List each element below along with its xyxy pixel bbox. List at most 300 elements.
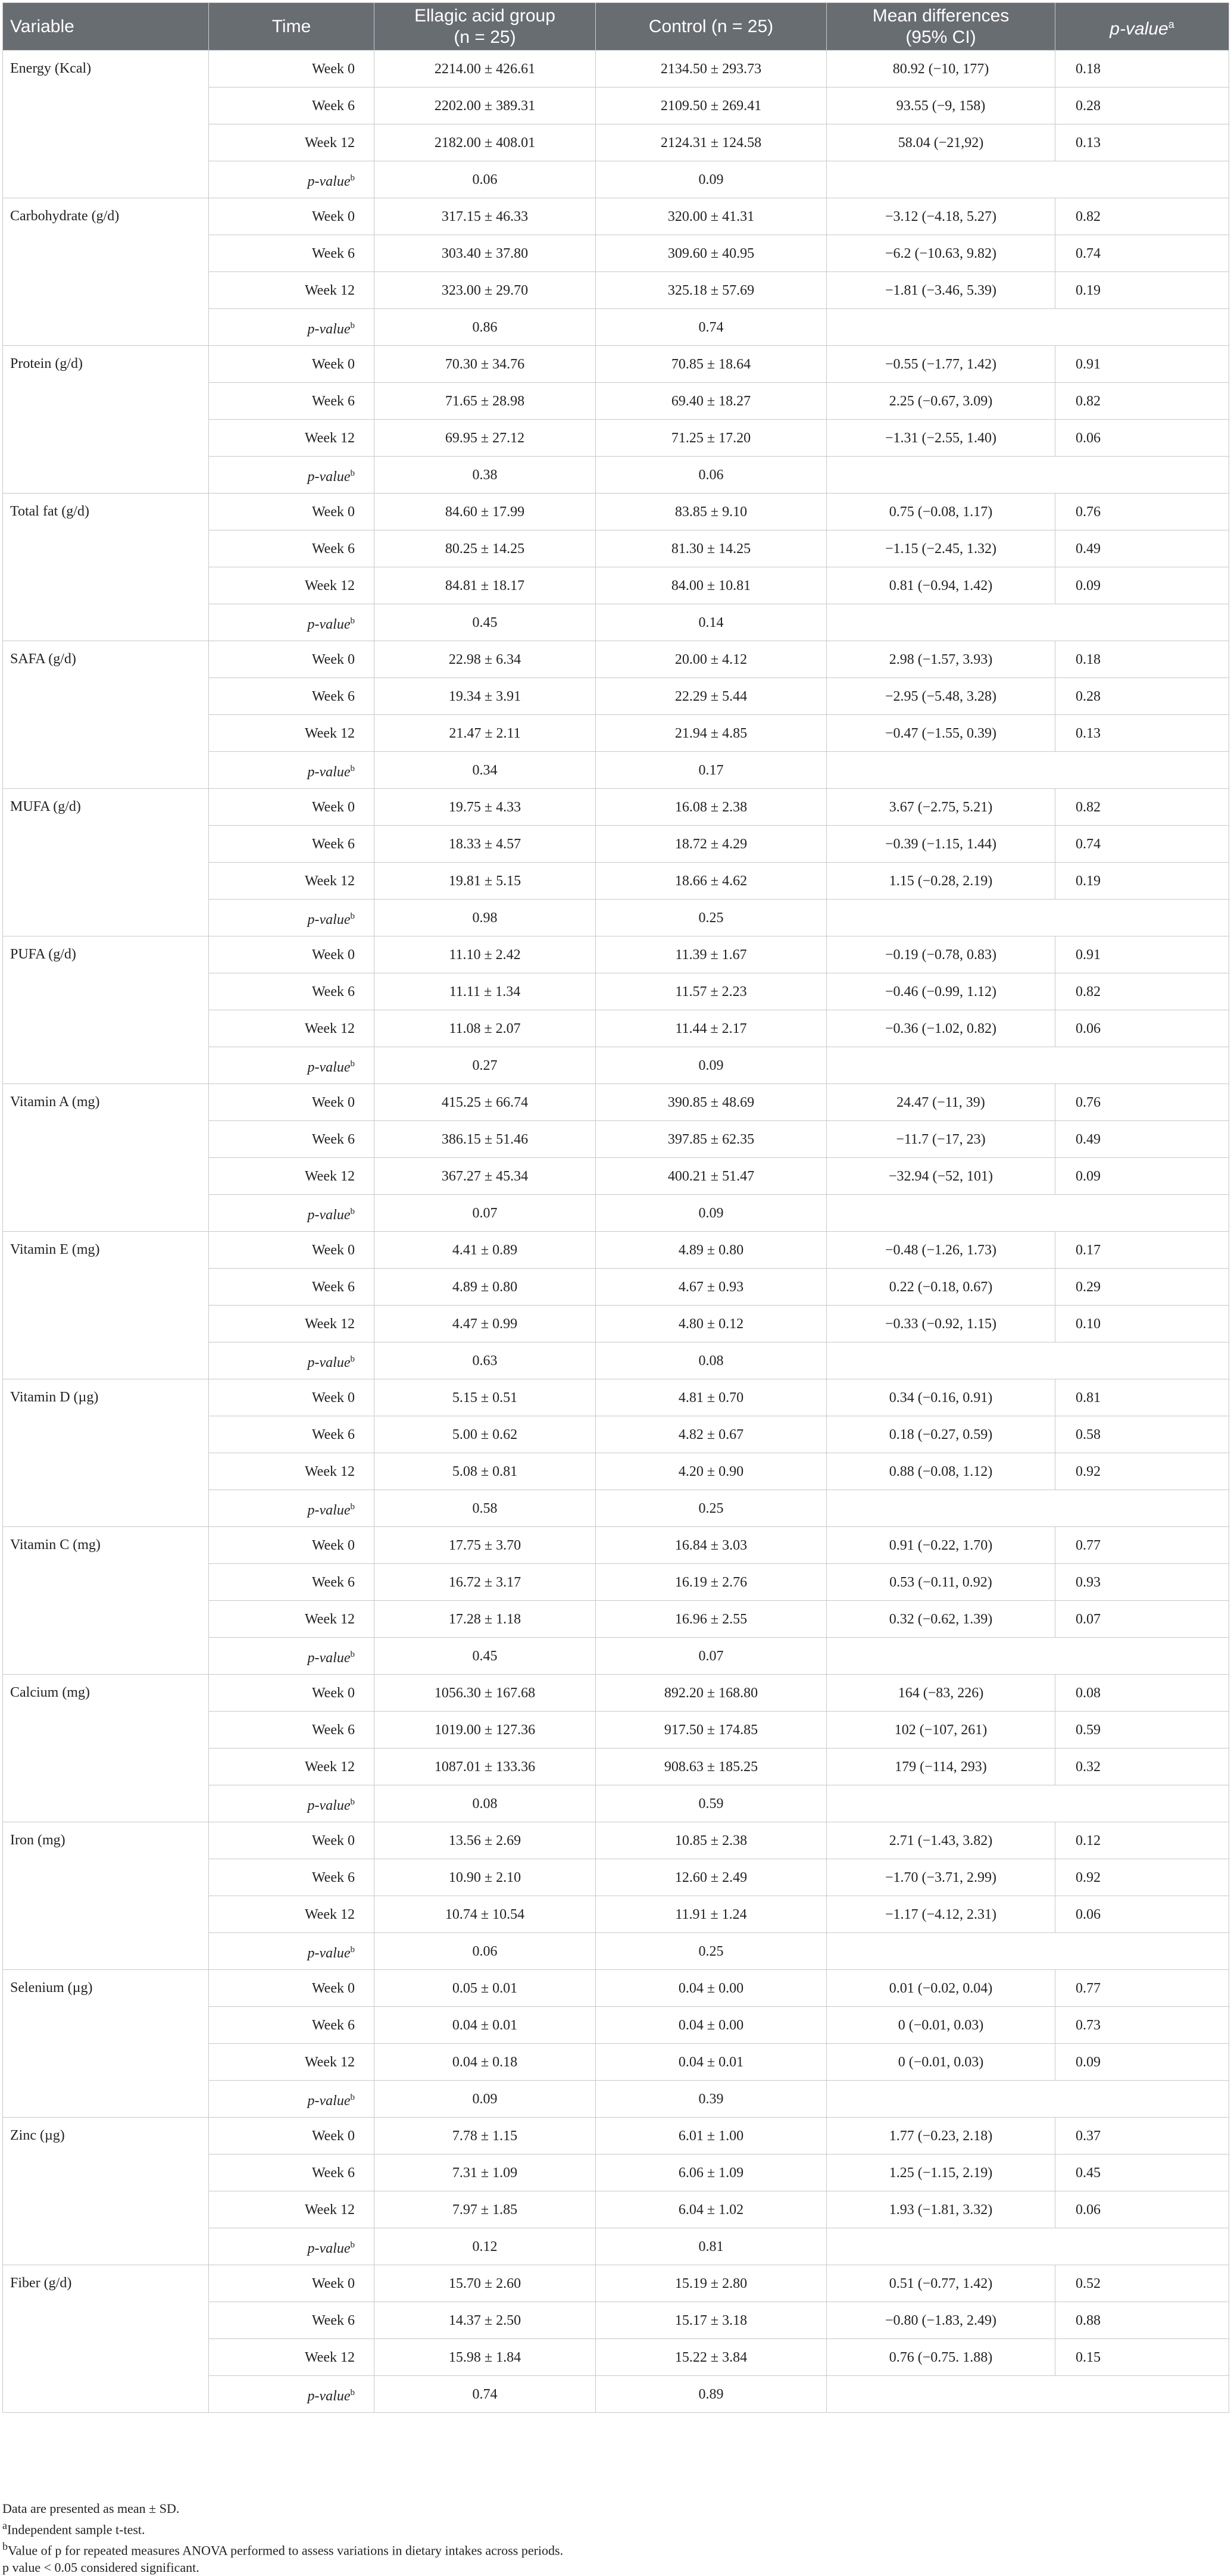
- time-cell: Week 12: [209, 1896, 374, 1933]
- mean-diff-cell: −0.39 (−1.15, 1.44): [827, 826, 1055, 863]
- header-ellagic-n: (n = 25): [454, 27, 516, 47]
- ellagic-cell: 4.89 ± 0.80: [374, 1269, 596, 1306]
- empty-cell: [827, 1638, 1229, 1675]
- ellagic-pvalue-cell: 0.63: [374, 1342, 596, 1379]
- p-value-cell: 0.92: [1055, 1453, 1229, 1490]
- p-value-cell: 0.77: [1055, 1970, 1229, 2007]
- p-value-cell: 0.06: [1055, 1010, 1229, 1047]
- time-pvalue-sup: b: [350, 1354, 355, 1364]
- variable-cell: Total fat (g/d): [3, 494, 209, 641]
- p-value-cell: 0.19: [1055, 272, 1229, 309]
- mean-diff-cell: 1.15 (−0.28, 2.19): [827, 863, 1055, 900]
- empty-cell: [827, 457, 1229, 494]
- p-value-cell: 0.09: [1055, 1158, 1229, 1195]
- control-cell: 6.04 ± 1.02: [596, 2191, 827, 2228]
- table-row: [3, 2265, 1229, 2302]
- ellagic-cell: 2182.00 ± 408.01: [374, 124, 596, 161]
- time-pvalue-label: p-value: [307, 2388, 351, 2404]
- p-value-cell: 0.13: [1055, 715, 1229, 752]
- control-cell: 18.66 ± 4.62: [596, 863, 827, 900]
- variable-cell: Iron (mg): [3, 1822, 209, 1970]
- p-value-cell: 0.91: [1055, 346, 1229, 383]
- control-pvalue-cell: 0.89: [596, 2376, 827, 2413]
- p-value-cell: 0.82: [1055, 198, 1229, 235]
- time-pvalue-label: p-value: [307, 1797, 351, 1813]
- empty-cell: [827, 1047, 1229, 1084]
- mean-diff-cell: −0.48 (−1.26, 1.73): [827, 1232, 1055, 1269]
- p-value-cell: 0.07: [1055, 1601, 1229, 1638]
- p-value-cell: 0.13: [1055, 124, 1229, 161]
- control-pvalue-cell: 0.59: [596, 1785, 827, 1822]
- time-cell: Week 6: [209, 383, 374, 420]
- table-row: [3, 1970, 1229, 2007]
- ellagic-pvalue-cell: 0.34: [374, 752, 596, 789]
- time-cell: Week 0: [209, 1675, 374, 1712]
- mean-diff-cell: 164 (−83, 226): [827, 1675, 1055, 1712]
- ellagic-pvalue-cell: 0.38: [374, 457, 596, 494]
- time-cell: Week 6: [209, 678, 374, 715]
- mean-diff-cell: −0.36 (−1.02, 0.82): [827, 1010, 1055, 1047]
- ellagic-cell: 69.95 ± 27.12: [374, 420, 596, 457]
- time-cell: Week 12: [209, 1748, 374, 1785]
- mean-diff-cell: 2.71 (−1.43, 3.82): [827, 1822, 1055, 1859]
- p-value-cell: 0.74: [1055, 235, 1229, 272]
- control-cell: 0.04 ± 0.00: [596, 2007, 827, 2044]
- p-value-cell: 0.82: [1055, 383, 1229, 420]
- p-value-cell: 0.58: [1055, 1416, 1229, 1453]
- time-pvalue-label: p-value: [307, 616, 351, 632]
- mean-diff-cell: −0.19 (−0.78, 0.83): [827, 936, 1055, 973]
- empty-cell: [827, 2228, 1229, 2265]
- time-pvalue-label: p-value: [307, 469, 351, 485]
- footnote-3: [2, 2538, 1229, 2559]
- time-pvalue-sup: b: [350, 1206, 355, 1216]
- time-cell: Week 0: [209, 789, 374, 826]
- p-value-cell: 0.06: [1055, 2191, 1229, 2228]
- ellagic-pvalue-cell: 0.07: [374, 1195, 596, 1232]
- ellagic-cell: 1056.30 ± 167.68: [374, 1675, 596, 1712]
- header-p-value: [1055, 3, 1229, 51]
- time-pvalue-sup: b: [350, 1797, 355, 1807]
- control-cell: 12.60 ± 2.49: [596, 1859, 827, 1896]
- variable-cell: MUFA (g/d): [3, 789, 209, 936]
- p-value-cell: 0.93: [1055, 1564, 1229, 1601]
- p-value-cell: 0.92: [1055, 1859, 1229, 1896]
- ellagic-cell: 19.34 ± 3.91: [374, 678, 596, 715]
- empty-cell: [827, 1342, 1229, 1379]
- empty-cell: [827, 752, 1229, 789]
- time-cell: [209, 457, 374, 494]
- empty-cell: [827, 2376, 1229, 2413]
- time-cell: Week 6: [209, 1712, 374, 1748]
- ellagic-cell: 80.25 ± 14.25: [374, 530, 596, 567]
- time-pvalue-sup: b: [350, 173, 355, 183]
- variable-cell: Vitamin E (mg): [3, 1232, 209, 1379]
- ellagic-cell: 323.00 ± 29.70: [374, 272, 596, 309]
- time-cell: Week 6: [209, 235, 374, 272]
- empty-cell: [827, 1933, 1229, 1970]
- p-value-cell: 0.49: [1055, 530, 1229, 567]
- time-pvalue-sup: b: [350, 911, 355, 921]
- control-pvalue-cell: 0.06: [596, 457, 827, 494]
- time-cell: Week 0: [209, 51, 374, 88]
- time-cell: Week 12: [209, 1158, 374, 1195]
- mean-diff-cell: 3.67 (−2.75, 5.21): [827, 789, 1055, 826]
- time-cell: [209, 752, 374, 789]
- control-cell: 892.20 ± 168.80: [596, 1675, 827, 1712]
- table-body: [3, 51, 1229, 2413]
- ellagic-pvalue-cell: 0.86: [374, 309, 596, 346]
- control-cell: 908.63 ± 185.25: [596, 1748, 827, 1785]
- ellagic-cell: 84.60 ± 17.99: [374, 494, 596, 530]
- control-cell: 4.80 ± 0.12: [596, 1306, 827, 1342]
- mean-diff-cell: 1.93 (−1.81, 3.32): [827, 2191, 1055, 2228]
- ellagic-cell: 0.04 ± 0.18: [374, 2044, 596, 2081]
- time-cell: Week 0: [209, 346, 374, 383]
- p-value-cell: 0.81: [1055, 1379, 1229, 1416]
- control-pvalue-cell: 0.07: [596, 1638, 827, 1675]
- control-pvalue-cell: 0.09: [596, 1195, 827, 1232]
- time-cell: [209, 1933, 374, 1970]
- empty-cell: [827, 161, 1229, 198]
- time-cell: Week 0: [209, 1527, 374, 1564]
- ellagic-cell: 10.90 ± 2.10: [374, 1859, 596, 1896]
- time-cell: Week 6: [209, 973, 374, 1010]
- p-value-cell: 0.77: [1055, 1527, 1229, 1564]
- empty-cell: [827, 1195, 1229, 1232]
- time-cell: [209, 1342, 374, 1379]
- control-cell: 83.85 ± 9.10: [596, 494, 827, 530]
- table-footnotes: [2, 2500, 1229, 2576]
- time-cell: Week 12: [209, 272, 374, 309]
- mean-diff-cell: 0.34 (−0.16, 0.91): [827, 1379, 1055, 1416]
- time-pvalue-sup: b: [350, 1058, 355, 1069]
- time-pvalue-sup: b: [350, 1501, 355, 1512]
- control-cell: 10.85 ± 2.38: [596, 1822, 827, 1859]
- mean-diff-cell: −0.46 (−0.99, 1.12): [827, 973, 1055, 1010]
- table-row: [3, 1232, 1229, 1269]
- ellagic-cell: 2202.00 ± 389.31: [374, 88, 596, 124]
- time-pvalue-label: p-value: [307, 2093, 351, 2109]
- mean-diff-cell: −0.55 (−1.77, 1.42): [827, 346, 1055, 383]
- p-value-cell: 0.76: [1055, 1084, 1229, 1121]
- mean-diff-cell: −1.17 (−4.12, 2.31): [827, 1896, 1055, 1933]
- control-cell: 2134.50 ± 293.73: [596, 51, 827, 88]
- ellagic-cell: 15.98 ± 1.84: [374, 2339, 596, 2376]
- p-value-cell: 0.82: [1055, 789, 1229, 826]
- table-row: [3, 51, 1229, 88]
- table-row: [3, 1675, 1229, 1712]
- control-cell: 325.18 ± 57.69: [596, 272, 827, 309]
- p-value-cell: 0.37: [1055, 2118, 1229, 2155]
- mean-diff-cell: 80.92 (−10, 177): [827, 51, 1055, 88]
- table-row: [3, 641, 1229, 678]
- header-mean-differences: [827, 3, 1055, 51]
- ellagic-pvalue-cell: 0.98: [374, 900, 596, 936]
- time-cell: Week 6: [209, 88, 374, 124]
- variable-cell: PUFA (g/d): [3, 936, 209, 1084]
- time-pvalue-sup: b: [350, 763, 355, 773]
- time-cell: Week 6: [209, 1859, 374, 1896]
- time-pvalue-label: p-value: [307, 2240, 351, 2256]
- table-row: [3, 936, 1229, 973]
- mean-diff-cell: 1.25 (−1.15, 2.19): [827, 2155, 1055, 2191]
- control-cell: 70.85 ± 18.64: [596, 346, 827, 383]
- ellagic-cell: 13.56 ± 2.69: [374, 1822, 596, 1859]
- footnote-3-sup: b: [2, 2540, 8, 2553]
- header-p-value-sup: a: [1168, 18, 1174, 30]
- p-value-cell: 0.06: [1055, 420, 1229, 457]
- control-pvalue-cell: 0.17: [596, 752, 827, 789]
- time-pvalue-sup: b: [350, 2092, 355, 2102]
- header-ellagic-label: Ellagic acid group: [414, 5, 555, 26]
- control-cell: 16.96 ± 2.55: [596, 1601, 827, 1638]
- time-pvalue-sup: b: [350, 616, 355, 626]
- table-row: [3, 346, 1229, 383]
- empty-cell: [827, 900, 1229, 936]
- control-pvalue-cell: 0.09: [596, 161, 827, 198]
- control-pvalue-cell: 0.25: [596, 1490, 827, 1527]
- time-pvalue-label: p-value: [307, 1945, 351, 1961]
- time-cell: Week 0: [209, 2118, 374, 2155]
- empty-cell: [827, 604, 1229, 641]
- time-cell: Week 12: [209, 863, 374, 900]
- mean-diff-cell: −6.2 (−10.63, 9.82): [827, 235, 1055, 272]
- time-pvalue-label: p-value: [307, 1650, 351, 1666]
- time-cell: Week 12: [209, 1453, 374, 1490]
- mean-diff-cell: 102 (−107, 261): [827, 1712, 1055, 1748]
- mean-diff-cell: 2.25 (−0.67, 3.09): [827, 383, 1055, 420]
- ellagic-cell: 7.97 ± 1.85: [374, 2191, 596, 2228]
- time-cell: Week 6: [209, 1416, 374, 1453]
- variable-cell: Fiber (g/d): [3, 2265, 209, 2413]
- time-cell: Week 12: [209, 420, 374, 457]
- ellagic-cell: 7.31 ± 1.09: [374, 2155, 596, 2191]
- time-cell: Week 6: [209, 2155, 374, 2191]
- ellagic-cell: 17.28 ± 1.18: [374, 1601, 596, 1638]
- p-value-cell: 0.82: [1055, 973, 1229, 1010]
- time-pvalue-label: p-value: [307, 1207, 351, 1223]
- ellagic-pvalue-cell: 0.45: [374, 604, 596, 641]
- p-value-cell: 0.12: [1055, 1822, 1229, 1859]
- p-value-cell: 0.18: [1055, 51, 1229, 88]
- ellagic-cell: 5.00 ± 0.62: [374, 1416, 596, 1453]
- control-cell: 4.81 ± 0.70: [596, 1379, 827, 1416]
- p-value-cell: 0.91: [1055, 936, 1229, 973]
- control-cell: 15.17 ± 3.18: [596, 2302, 827, 2339]
- mean-diff-cell: 93.55 (−9, 158): [827, 88, 1055, 124]
- control-pvalue-cell: 0.14: [596, 604, 827, 641]
- control-cell: 917.50 ± 174.85: [596, 1712, 827, 1748]
- time-cell: Week 0: [209, 2265, 374, 2302]
- control-cell: 21.94 ± 4.85: [596, 715, 827, 752]
- variable-cell: Energy (Kcal): [3, 51, 209, 198]
- time-cell: Week 0: [209, 1970, 374, 2007]
- p-value-cell: 0.32: [1055, 1748, 1229, 1785]
- time-cell: [209, 1490, 374, 1527]
- header-control: Control (n = 25): [596, 3, 827, 51]
- ellagic-cell: 367.27 ± 45.34: [374, 1158, 596, 1195]
- ellagic-cell: 1019.00 ± 127.36: [374, 1712, 596, 1748]
- ellagic-cell: 17.75 ± 3.70: [374, 1527, 596, 1564]
- variable-cell: Protein (g/d): [3, 346, 209, 494]
- mean-diff-cell: 0 (−0.01, 0.03): [827, 2044, 1055, 2081]
- time-cell: Week 12: [209, 1601, 374, 1638]
- p-value-cell: 0.74: [1055, 826, 1229, 863]
- footnote-2-sup: a: [2, 2519, 7, 2531]
- footnote-2-text: Independent sample t-test.: [7, 2522, 145, 2537]
- ellagic-cell: 22.98 ± 6.34: [374, 641, 596, 678]
- time-cell: [209, 1195, 374, 1232]
- time-pvalue-sup: b: [350, 1944, 355, 1954]
- control-cell: 397.85 ± 62.35: [596, 1121, 827, 1158]
- variable-cell: Vitamin D (µg): [3, 1379, 209, 1527]
- time-cell: [209, 2376, 374, 2413]
- footnote-2: [2, 2517, 1229, 2538]
- time-cell: Week 0: [209, 1084, 374, 1121]
- ellagic-pvalue-cell: 0.74: [374, 2376, 596, 2413]
- time-cell: Week 12: [209, 1306, 374, 1342]
- ellagic-cell: 0.04 ± 0.01: [374, 2007, 596, 2044]
- table-row: [3, 1822, 1229, 1859]
- control-cell: 16.08 ± 2.38: [596, 789, 827, 826]
- time-pvalue-sup: b: [350, 1649, 355, 1659]
- table-row: [3, 198, 1229, 235]
- control-cell: 22.29 ± 5.44: [596, 678, 827, 715]
- time-cell: Week 6: [209, 530, 374, 567]
- control-cell: 84.00 ± 10.81: [596, 567, 827, 604]
- control-cell: 16.84 ± 3.03: [596, 1527, 827, 1564]
- p-value-cell: 0.45: [1055, 2155, 1229, 2191]
- time-cell: Week 0: [209, 1232, 374, 1269]
- mean-diff-cell: 0.51 (−0.77, 1.42): [827, 2265, 1055, 2302]
- ellagic-cell: 317.15 ± 46.33: [374, 198, 596, 235]
- variable-cell: Vitamin A (mg): [3, 1084, 209, 1232]
- ellagic-pvalue-cell: 0.27: [374, 1047, 596, 1084]
- control-cell: 15.19 ± 2.80: [596, 2265, 827, 2302]
- ellagic-cell: 16.72 ± 3.17: [374, 1564, 596, 1601]
- table-row: [3, 1527, 1229, 1564]
- time-cell: Week 12: [209, 2339, 374, 2376]
- empty-cell: [827, 2081, 1229, 2118]
- time-cell: Week 12: [209, 1010, 374, 1047]
- mean-diff-cell: 0 (−0.01, 0.03): [827, 2007, 1055, 2044]
- control-cell: 18.72 ± 4.29: [596, 826, 827, 863]
- ellagic-cell: 5.08 ± 0.81: [374, 1453, 596, 1490]
- p-value-cell: 0.06: [1055, 1896, 1229, 1933]
- time-cell: Week 12: [209, 567, 374, 604]
- time-cell: Week 12: [209, 2044, 374, 2081]
- mean-diff-cell: 0.75 (−0.08, 1.17): [827, 494, 1055, 530]
- header-ellagic-group: [374, 3, 596, 51]
- header-time: Time: [209, 3, 374, 51]
- control-cell: 4.67 ± 0.93: [596, 1269, 827, 1306]
- time-pvalue-label: p-value: [307, 1059, 351, 1075]
- time-pvalue-sup: b: [350, 468, 355, 478]
- control-pvalue-cell: 0.25: [596, 900, 827, 936]
- table-row: [3, 789, 1229, 826]
- time-pvalue-label: p-value: [307, 911, 351, 928]
- control-cell: 320.00 ± 41.31: [596, 198, 827, 235]
- time-pvalue-label: p-value: [307, 321, 351, 337]
- ellagic-cell: 18.33 ± 4.57: [374, 826, 596, 863]
- variable-cell: Selenium (µg): [3, 1970, 209, 2118]
- control-cell: 71.25 ± 17.20: [596, 420, 827, 457]
- header-p-value-label: p-value: [1110, 18, 1168, 39]
- table-header-row: [3, 3, 1229, 51]
- mean-diff-cell: −0.33 (−0.92, 1.15): [827, 1306, 1055, 1342]
- time-cell: [209, 1785, 374, 1822]
- time-cell: [209, 900, 374, 936]
- control-cell: 0.04 ± 0.01: [596, 2044, 827, 2081]
- footnote-3-text: Value of p for repeated measures ANOVA performed to assess variations in dietary intakes across periods.: [8, 2543, 564, 2558]
- time-cell: Week 6: [209, 1564, 374, 1601]
- time-cell: Week 12: [209, 124, 374, 161]
- mean-diff-cell: −3.12 (−4.18, 5.27): [827, 198, 1055, 235]
- control-cell: 2109.50 ± 269.41: [596, 88, 827, 124]
- ellagic-cell: 70.30 ± 34.76: [374, 346, 596, 383]
- control-cell: 81.30 ± 14.25: [596, 530, 827, 567]
- time-cell: [209, 604, 374, 641]
- p-value-cell: 0.18: [1055, 641, 1229, 678]
- time-cell: [209, 1638, 374, 1675]
- ellagic-cell: 415.25 ± 66.74: [374, 1084, 596, 1121]
- p-value-cell: 0.52: [1055, 2265, 1229, 2302]
- variable-cell: Vitamin C (mg): [3, 1527, 209, 1675]
- p-value-cell: 0.76: [1055, 494, 1229, 530]
- mean-diff-cell: −0.80 (−1.83, 2.49): [827, 2302, 1055, 2339]
- mean-diff-cell: 2.98 (−1.57, 3.93): [827, 641, 1055, 678]
- control-cell: 11.91 ± 1.24: [596, 1896, 827, 1933]
- time-cell: [209, 2081, 374, 2118]
- table-row: [3, 494, 1229, 530]
- time-cell: Week 6: [209, 2302, 374, 2339]
- time-cell: [209, 309, 374, 346]
- time-cell: Week 0: [209, 198, 374, 235]
- control-cell: 11.39 ± 1.67: [596, 936, 827, 973]
- mean-diff-cell: 24.47 (−11, 39): [827, 1084, 1055, 1121]
- control-pvalue-cell: 0.09: [596, 1047, 827, 1084]
- control-cell: 309.60 ± 40.95: [596, 235, 827, 272]
- ellagic-cell: 11.10 ± 2.42: [374, 936, 596, 973]
- time-cell: Week 0: [209, 1822, 374, 1859]
- time-cell: Week 6: [209, 826, 374, 863]
- mean-diff-cell: −1.31 (−2.55, 1.40): [827, 420, 1055, 457]
- time-cell: Week 0: [209, 936, 374, 973]
- control-cell: 390.85 ± 48.69: [596, 1084, 827, 1121]
- header-variable: Variable: [3, 3, 209, 51]
- p-value-cell: 0.17: [1055, 1232, 1229, 1269]
- header-mean-diff-label: Mean differences: [872, 5, 1010, 26]
- p-value-cell: 0.15: [1055, 2339, 1229, 2376]
- variable-cell: SAFA (g/d): [3, 641, 209, 789]
- p-value-cell: 0.49: [1055, 1121, 1229, 1158]
- ellagic-pvalue-cell: 0.58: [374, 1490, 596, 1527]
- control-cell: 400.21 ± 51.47: [596, 1158, 827, 1195]
- header-mean-diff-ci: (95% CI): [905, 27, 976, 47]
- mean-diff-cell: 0.32 (−0.62, 1.39): [827, 1601, 1055, 1638]
- control-cell: 6.01 ± 1.00: [596, 2118, 827, 2155]
- control-pvalue-cell: 0.81: [596, 2228, 827, 2265]
- ellagic-pvalue-cell: 0.08: [374, 1785, 596, 1822]
- time-pvalue-label: p-value: [307, 1502, 351, 1518]
- p-value-cell: 0.28: [1055, 88, 1229, 124]
- ellagic-cell: 4.41 ± 0.89: [374, 1232, 596, 1269]
- mean-diff-cell: 0.18 (−0.27, 0.59): [827, 1416, 1055, 1453]
- ellagic-pvalue-cell: 0.06: [374, 161, 596, 198]
- footnote-4: p value < 0.05 considered significant.: [2, 2559, 199, 2575]
- mean-diff-cell: 179 (−114, 293): [827, 1748, 1055, 1785]
